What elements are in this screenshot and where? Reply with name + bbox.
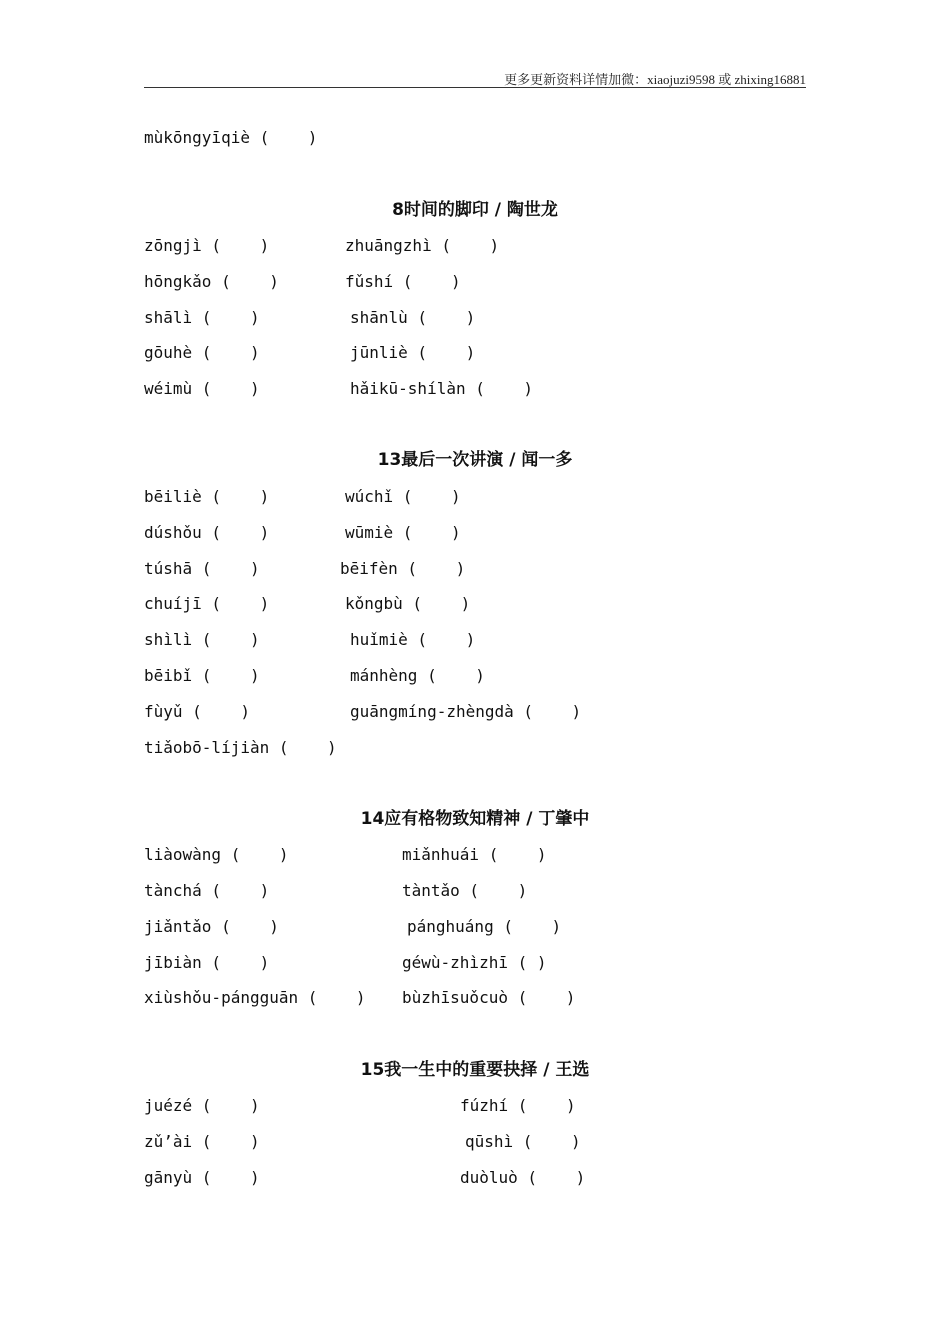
s8-word: hōngkǎo ( )	[144, 272, 279, 291]
s14-word: miǎnhuái ( )	[402, 845, 547, 864]
s8-word: jūnliè ( )	[350, 343, 476, 362]
s15-word: qūshì ( )	[465, 1132, 581, 1151]
s14-word: bùzhīsuǒcuò ( )	[402, 988, 576, 1007]
s14-word: tànchá ( )	[144, 881, 270, 900]
s13-word: tiǎobō-líjiàn ( )	[144, 738, 337, 757]
s13-word: kǒngbù ( )	[345, 594, 471, 613]
s13-word: mánhèng ( )	[350, 666, 485, 685]
s13-word: bēiliè ( )	[144, 487, 270, 506]
s13-word: dúshǒu ( )	[144, 523, 270, 542]
s13-word: huǐmiè ( )	[350, 630, 476, 649]
s13-word: bēifèn ( )	[340, 559, 466, 578]
s15-word: duòluò ( )	[460, 1168, 586, 1187]
s14-word: jībiàn ( )	[144, 953, 270, 972]
s8-word: shālì ( )	[144, 308, 260, 327]
s13-word: wúchǐ ( )	[345, 487, 461, 506]
s14-word: jiǎntǎo ( )	[144, 917, 279, 936]
s14-word: xiùshǒu-pángguān ( )	[144, 988, 366, 1007]
s13-word: túshā ( )	[144, 559, 260, 578]
section-15-title: 15我一生中的重要抉择 / 王选	[360, 1060, 590, 1080]
header-rule	[144, 87, 806, 88]
section-8-title: 8时间的脚印 / 陶世龙	[392, 200, 558, 220]
intro-word: mùkōngyīqiè ( )	[144, 128, 318, 147]
s15-word: gānyù ( )	[144, 1168, 260, 1187]
section-14-title: 14应有格物致知精神 / 丁肇中	[360, 809, 590, 829]
s13-word: chuíjī ( )	[144, 594, 270, 613]
s8-word: hǎikū-shílàn ( )	[350, 379, 534, 398]
s14-word: liàowàng ( )	[144, 845, 289, 864]
s8-word: shānlù ( )	[350, 308, 476, 327]
s8-word: gōuhè ( )	[144, 343, 260, 362]
s8-word: zhuāngzhì ( )	[345, 236, 500, 255]
s13-word: fùyǔ ( )	[144, 702, 250, 721]
section-13-title: 13最后一次讲演 / 闻一多	[377, 450, 573, 470]
s14-word: tàntǎo ( )	[402, 881, 528, 900]
s8-word: zōngjì ( )	[144, 236, 270, 255]
s13-word: guāngmíng-zhèngdà ( )	[350, 702, 582, 721]
s13-word: shìlì ( )	[144, 630, 260, 649]
s15-word: juézé ( )	[144, 1096, 260, 1115]
s13-word: wūmiè ( )	[345, 523, 461, 542]
header-note: 更多更新资料详情加微：xiaojuzi9598 或 zhixing16881	[504, 72, 806, 87]
s14-word: pánghuáng ( )	[407, 917, 562, 936]
s15-word: fúzhí ( )	[460, 1096, 576, 1115]
s13-word: bēibǐ ( )	[144, 666, 260, 685]
s8-word: wéimù ( )	[144, 379, 260, 398]
s8-word: fǔshí ( )	[345, 272, 461, 291]
s14-word: géwù-zhìzhī ( )	[402, 953, 547, 972]
s15-word: zǔ’ài ( )	[144, 1132, 260, 1151]
